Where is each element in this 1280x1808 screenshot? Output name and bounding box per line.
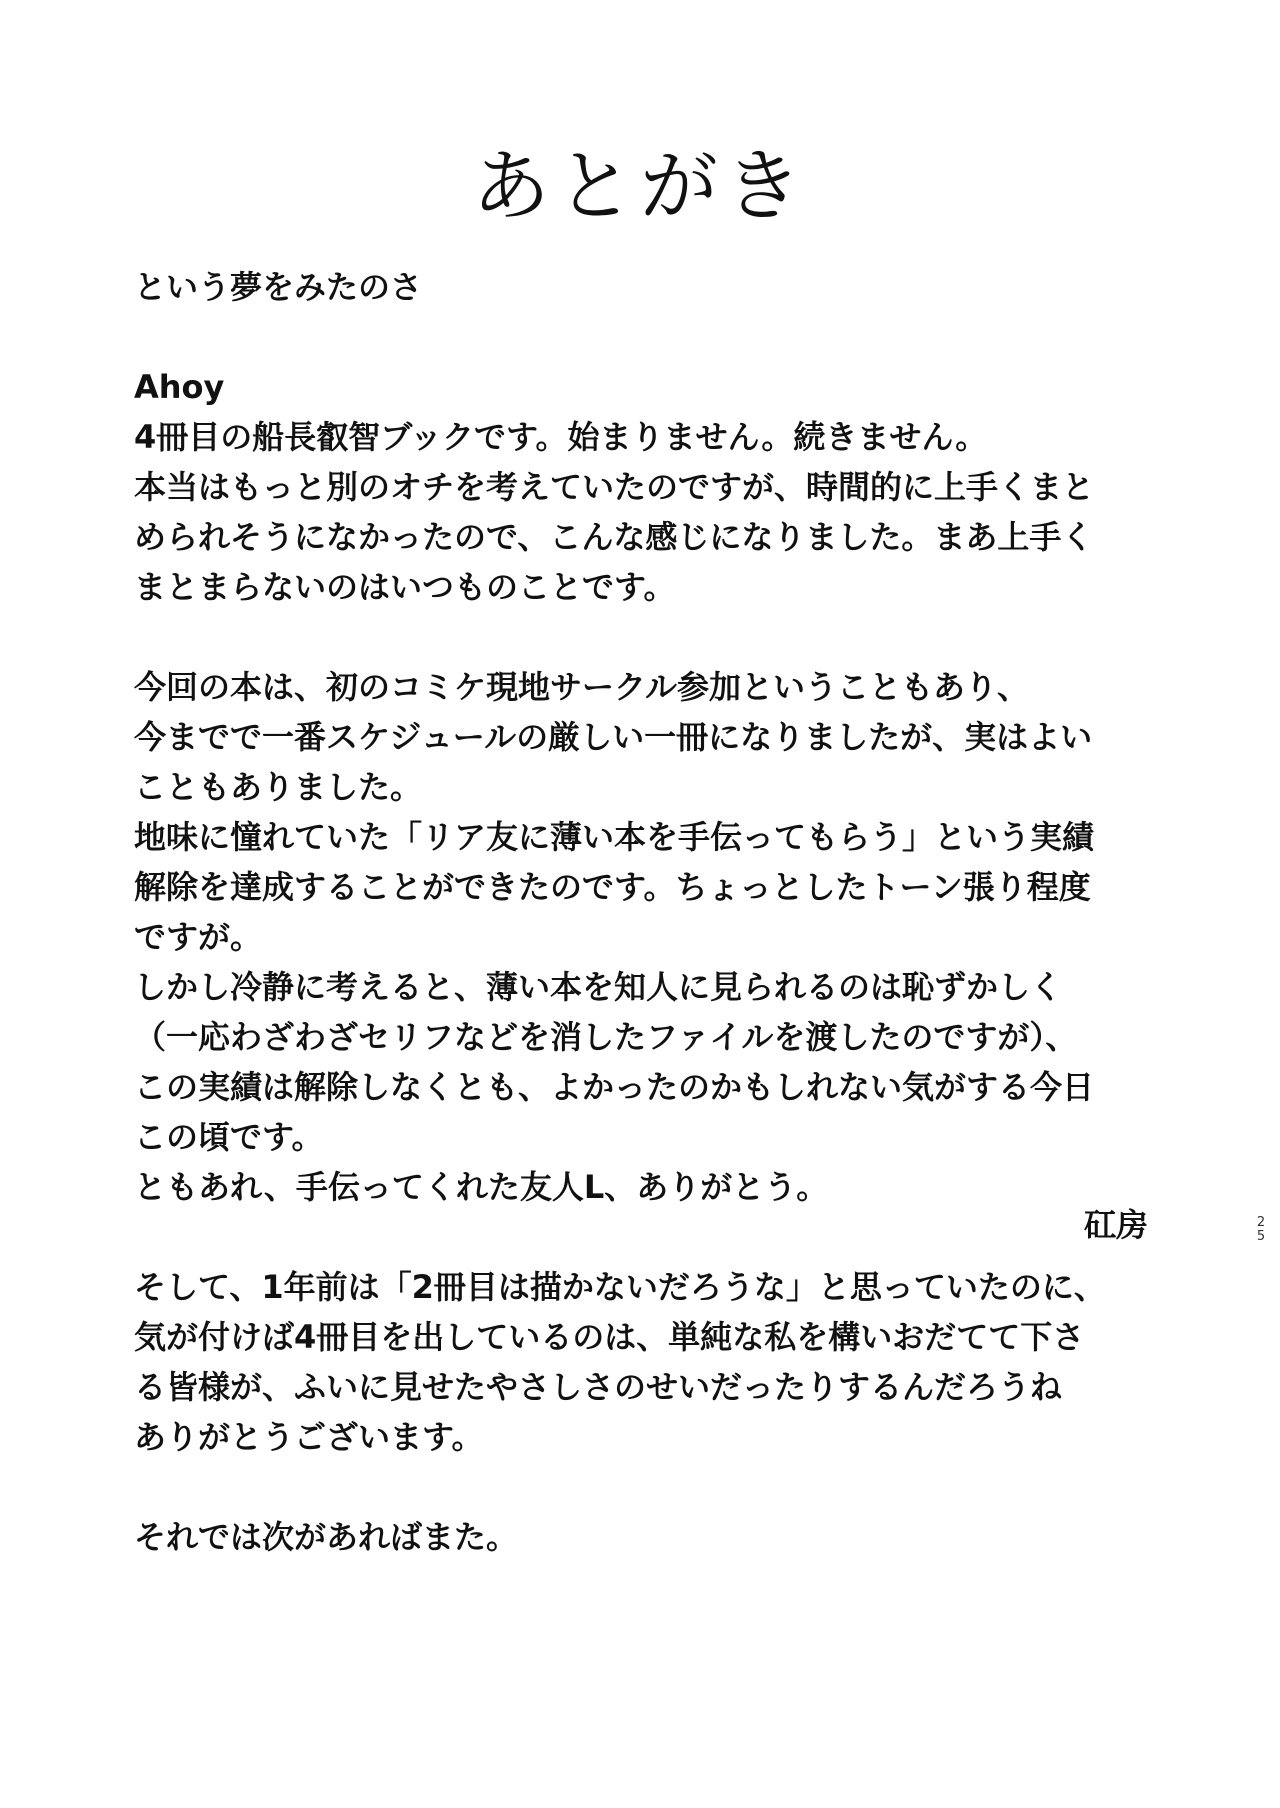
paragraph-gap bbox=[134, 1462, 1164, 1512]
text-line: ともあれ、手伝ってくれた友人L、ありがとう。 bbox=[134, 1168, 829, 1206]
paragraph-gap bbox=[134, 312, 1164, 362]
text-line: そして、1年前は「2冊目は描かないだろうな」と思っていたのに、 bbox=[134, 1268, 1106, 1306]
text-line: この頃です。 bbox=[134, 1118, 324, 1156]
text-line: それでは次があればまた。 bbox=[134, 1518, 519, 1556]
page-number-digit: 2 bbox=[1256, 1215, 1266, 1230]
paragraph-gap bbox=[134, 612, 1164, 662]
page-number-digit: 5 bbox=[1256, 1229, 1266, 1244]
text-line: 4冊目の船長叡智ブックです。始まりません。続きません。 bbox=[134, 418, 988, 456]
text-line: という夢をみたのさ bbox=[134, 268, 423, 306]
text-line: （一応わざわざセリフなどを消したファイルを渡したのですが）、 bbox=[134, 1018, 1078, 1056]
text-line: 解除を達成することができたのです。ちょっとしたトーン張り程度 bbox=[134, 868, 1091, 906]
text-line: る皆様が、ふいに見せたやさしさのせいだったりするんだろうね bbox=[134, 1368, 1063, 1406]
text-line: ありがとうございます。 bbox=[134, 1418, 484, 1456]
text-line: この実績は解除しなくとも、よかったのかもしれない気がする今日 bbox=[134, 1068, 1095, 1106]
paragraph-gap bbox=[134, 1212, 1164, 1262]
page-title: あとがき bbox=[471, 142, 808, 232]
text-line: Ahoy bbox=[134, 368, 225, 406]
text-line: しかし冷静に考えると、薄い本を知人に見られるのは恥ずかしく bbox=[134, 968, 1063, 1006]
text-line: 今までで一番スケジュールの厳しい一冊になりましたが、実はよい bbox=[134, 718, 1093, 756]
text-line: 気が付けば4冊目を出しているのは、単純な私を構いおだてて下さ bbox=[134, 1318, 1085, 1356]
text-line: 今回の本は、初のコミケ現地サークル参加ということもあり、 bbox=[134, 668, 1030, 706]
text-line: まとまらないのはいつものことです。 bbox=[134, 568, 676, 606]
text-line: 地味に憧れていた「リア友に薄い本を手伝ってもらう」という実績 bbox=[134, 818, 1095, 856]
text-line: 本当はもっと別のオチを考えていたのですが、時間的に上手くまと bbox=[134, 468, 1095, 506]
page-number bbox=[1254, 1216, 1268, 1244]
author-signature: 矼房 bbox=[1083, 1206, 1148, 1244]
text-line: められそうになかったので、こんな感じになりました。まあ上手く bbox=[134, 518, 1094, 556]
afterword-body bbox=[134, 262, 1164, 1562]
text-line: こともありました。 bbox=[134, 768, 423, 806]
text-line: ですが。 bbox=[134, 918, 263, 956]
